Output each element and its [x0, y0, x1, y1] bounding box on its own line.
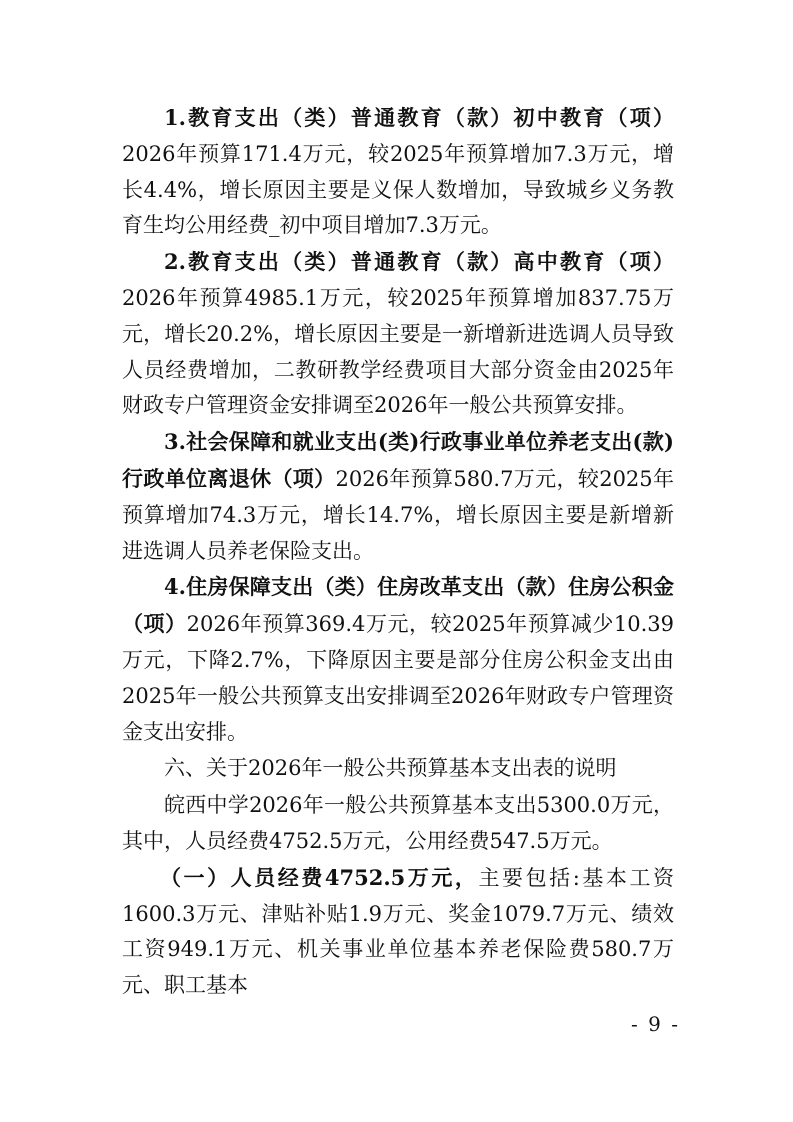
document-body [122, 100, 674, 1004]
paragraph-heading: 4.住房保障支出（类）住房改革支出（款）住房公积金（项） [122, 574, 674, 637]
paragraph-heading: 2.教育支出（类）普通教育（款）高中教育（项） [164, 249, 674, 275]
paragraph-heading: 3.社会保障和就业支出(类)行政事业单位养老支出(款)行政单位离退休（项） [122, 429, 674, 491]
paragraph-text: 2026年预算580.7万元，较2025年预算增加74.3万元，增长14.7%，增长原因主要是新增新进选调人员养老保险支出。 [122, 466, 674, 563]
paragraph-junior-high-education [122, 100, 674, 244]
paragraph-text: 2026年预算4985.1万元，较2025年预算增加837.75万元，增长20.2%，增长原因主要是一新增新进选调人员导致人员经费增加，二教研教学经费项目大部分资金由2025年财政专户管理资金安排调至2026年一般公共预算安排。 [122, 285, 674, 418]
page-number: - 9 - [631, 1012, 680, 1036]
paragraph-basic-expenditure-summary [122, 787, 674, 860]
paragraph-heading: 1.教育支出（类）普通教育（款）初中教育（项） [164, 105, 674, 130]
paragraph-text: 主要包括:基本工资1600.3万元、津贴补贴1.9万元、奖金1079.7万元、绩效工资949.1万元、机关事业单位基本养老保险费580.7万元、职工基本 [122, 865, 674, 998]
paragraph-heading: （一）人员经费4752.5万元， [160, 864, 479, 890]
paragraph-personnel-expenditure [122, 860, 674, 1004]
paragraph-senior-high-education [122, 244, 674, 424]
paragraph-text: 2026年预算369.4万元，较2025年预算减少10.39万元，下降2.7%，下降原因主要是部分住房公积金支出由2025年一般公共预算支出安排调至2026年财政专户管理资金支出安排。 [122, 612, 675, 744]
paragraph-text: 2026年预算171.4万元，较2025年预算增加7.3万元，增长4.4%，增长原因主要是义保人数增加，导致城乡义务教育生均公用经费_初中项目增加7.3万元。 [122, 141, 674, 238]
paragraph-housing-fund [122, 569, 674, 750]
section-heading-basic-expenditure [122, 750, 674, 787]
paragraph-text: 皖西中学2026年一般公共预算基本支出5300.0万元，其中，人员经费4752.5万元，公用经费547.5万元。 [122, 793, 674, 853]
paragraph-retirement [122, 424, 674, 569]
section-heading-text: 六、关于2026年一般公共预算基本支出表的说明 [164, 756, 617, 781]
